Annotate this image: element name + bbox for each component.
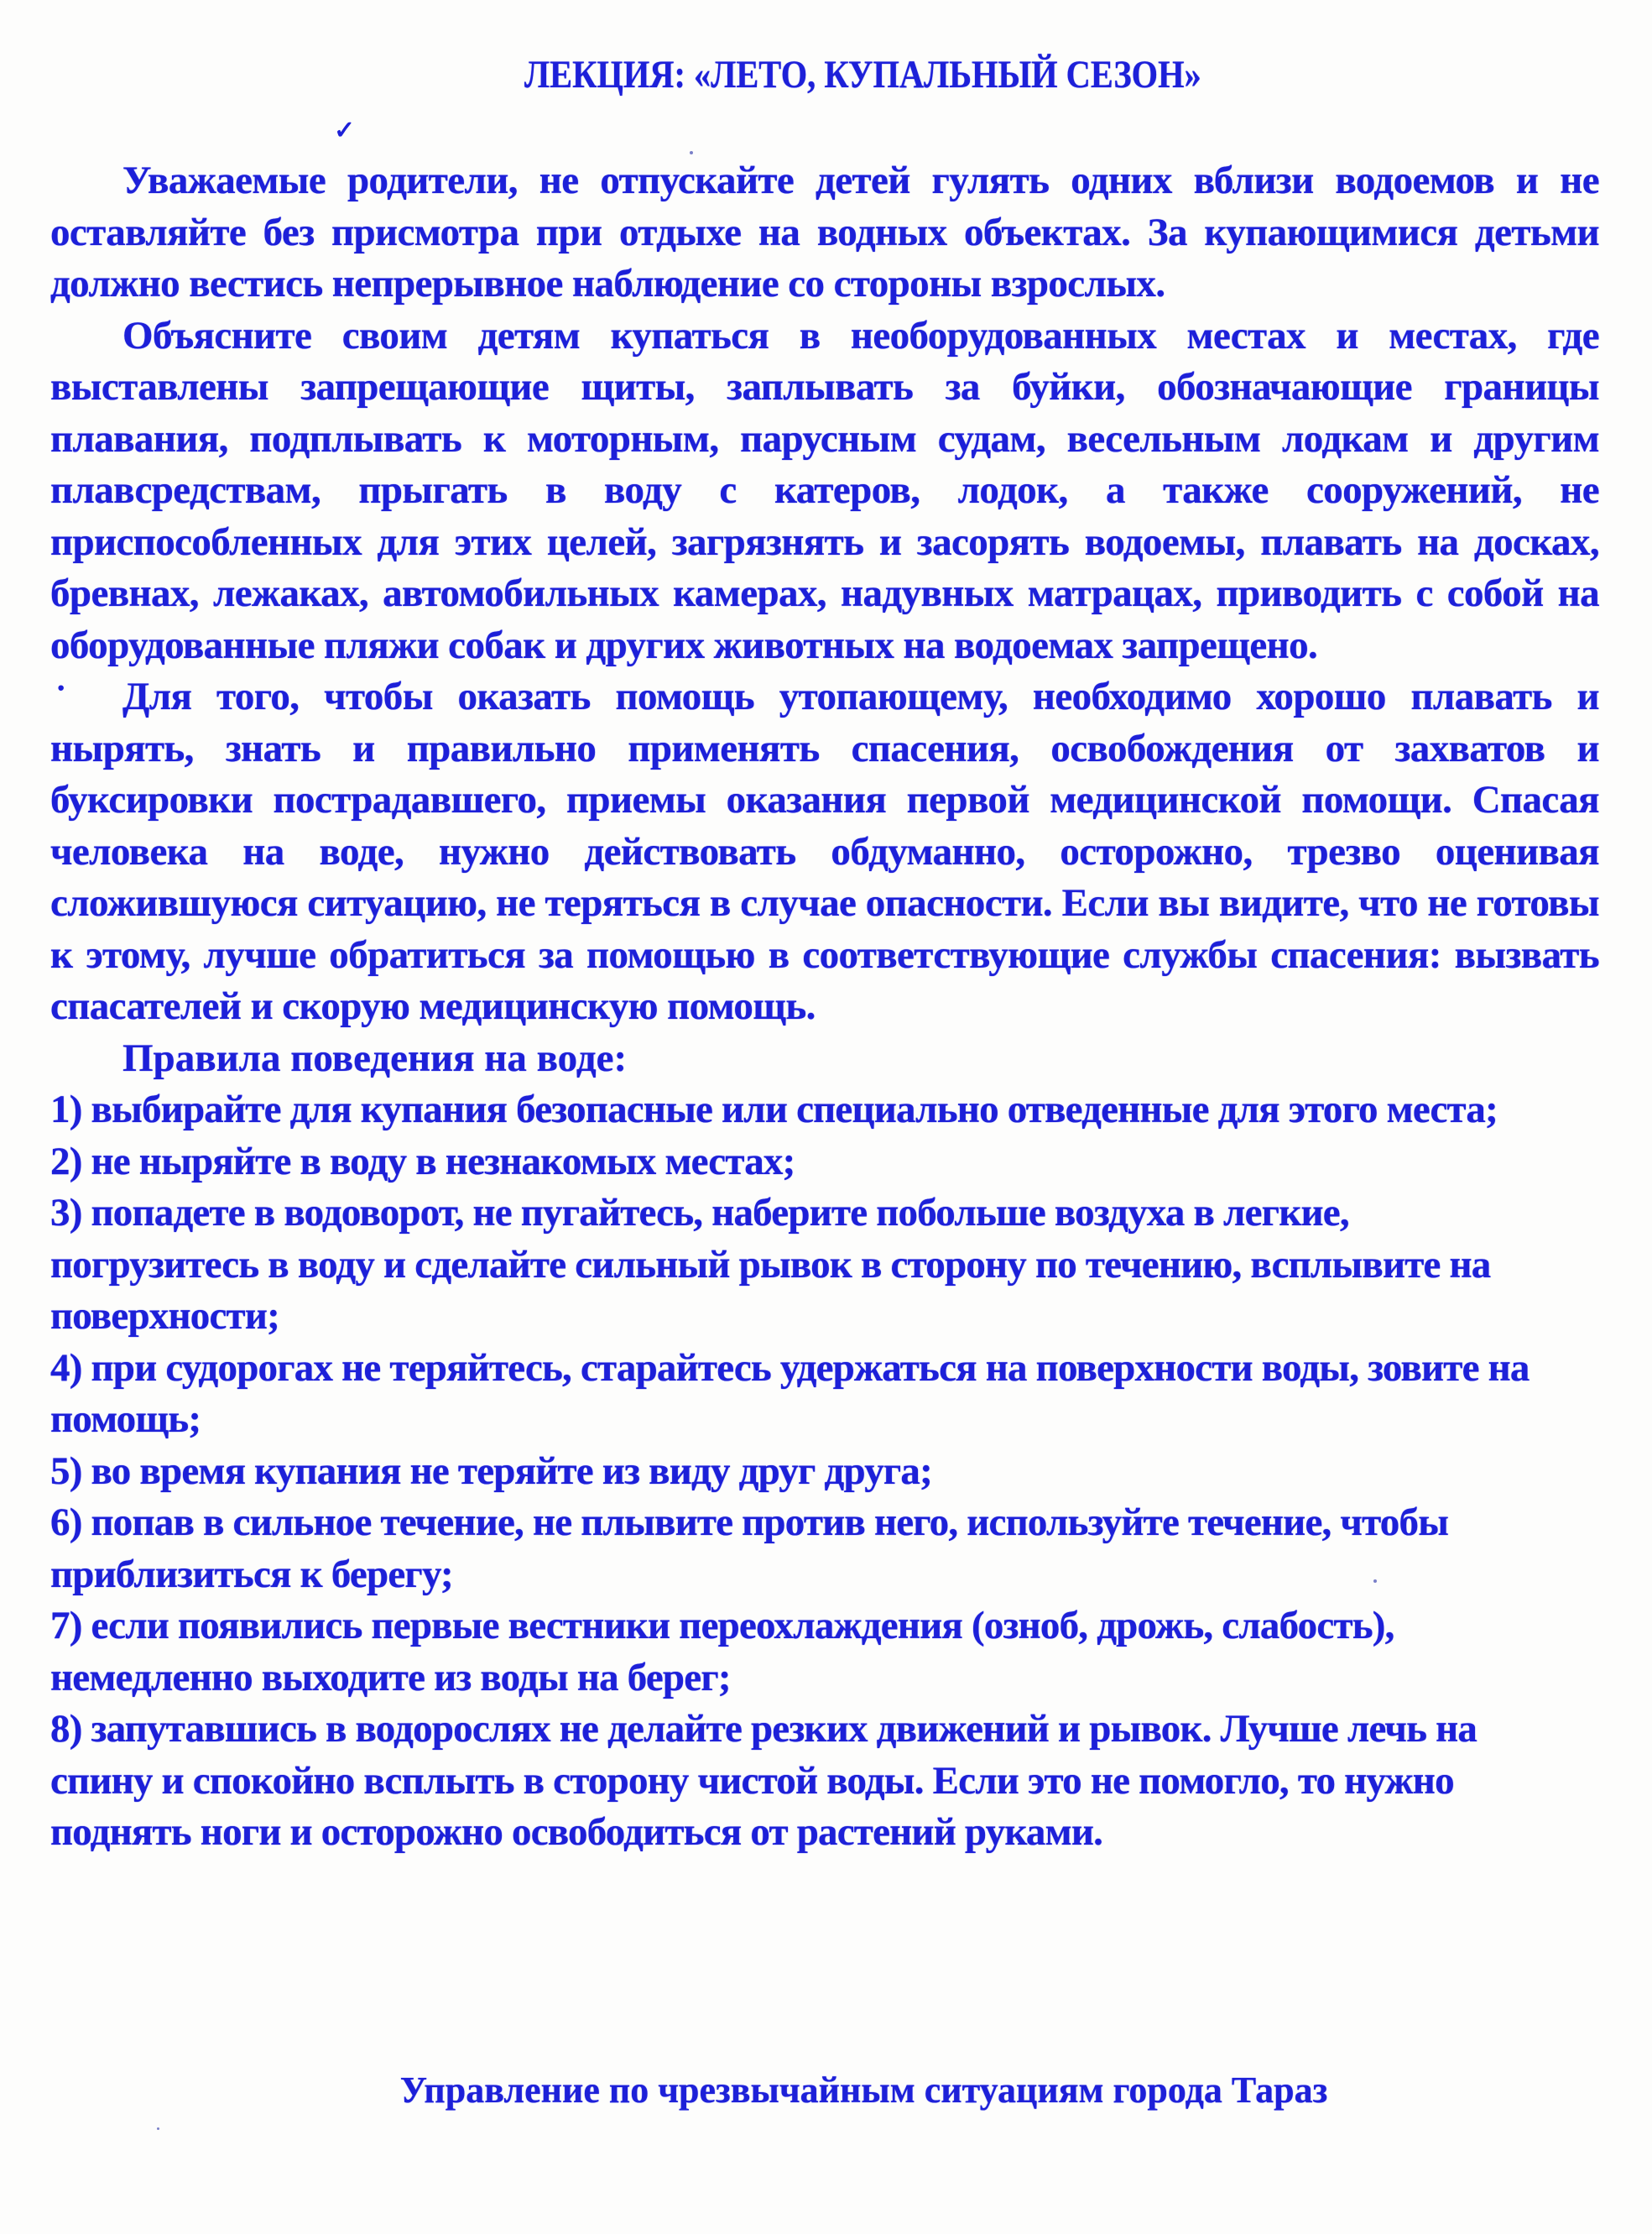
rule-item: 8) запутавшись в водорослях не делайте резких движений и рывок. Лучше лечь на спину и спокойно всплыть в сторону чистой воды. Если это не помогло, то нужно поднять ноги и осторожно освободиться от растений руками. bbox=[50, 1707, 1477, 1854]
rule-item: 5) во время купания не теряйте из виду друг друга; bbox=[50, 1448, 932, 1493]
bullet-mark: · bbox=[55, 669, 67, 707]
document-title: ЛЕКЦИЯ: «ЛЕТО, КУПАЛЬНЫЙ СЕЗОН» bbox=[524, 53, 1201, 97]
paragraph-prohibitions: Объясните своим детям купаться в необорудованных местах и местах, где выставлены запрещающие щиты, заплывать за буйки, обозначающие границы плавания, подплывать к моторным, парусным судам, весельным лодкам и другим плавсредствам, прыгать в воду с катеров, лодок, а также сооружений, не приспособленных для этих целей, загрязнять и засорять водоемы, плавать на досках, бревнах, лежаках, автомобильных камерах, надувных матрацах, приводить с собой на оборудованные пляжи собак и других животных на водоемах запрещено. bbox=[50, 313, 1599, 667]
scan-speck bbox=[157, 2127, 159, 2130]
rule-item: 4) при судорогах не теряйтесь, старайтесь удержаться на поверхности воды, зовите на помощь; bbox=[50, 1345, 1530, 1441]
paragraph-rescue-wrapper bbox=[50, 671, 1599, 1033]
rule-item: 3) попадете в водоворот, не пугайтесь, наберите побольше воздуха в легкие, погрузитесь в воду и сделайте сильный рывок в сторону по течению, всплывите на поверхности; bbox=[50, 1191, 1491, 1338]
checkmark-icon: ✓ bbox=[334, 117, 356, 144]
paragraph-rescue-help: Для того, чтобы оказать помощь утопающему, необходимо хорошо плавать и нырять, знать и правильно применять спасения, освобождения от захватов и буксировки пострадавшего, приемы оказания первой медицинской помощи. Спасая человека на воде, нужно действовать обдуманно, осторожно, трезво оценивая сложившуюся ситуацию, не теряться в случае опасности. Если вы видите, что не готовы к этому, лучше обратиться за помощью в соответствующие службы спасения: вызвать спасателей и скорую медицинскую помощь. bbox=[50, 675, 1599, 1028]
document-footer-signature: Управление по чрезвычайным ситуациям города Тараз bbox=[399, 2070, 1328, 2111]
scan-speck bbox=[1373, 1579, 1377, 1583]
paragraph-parents-warning: Уважаемые родители, не отпускайте детей гулять одних вблизи водоемов и не оставляйте без присмотра при отдыхе на водных объектах. За купающимися детьми должно вестись непрерывное наблюдение со стороны взрослых. bbox=[50, 159, 1599, 305]
document-body bbox=[50, 155, 1599, 1859]
rules-heading: Правила поведения на воде: bbox=[122, 1036, 628, 1080]
rules-list bbox=[50, 1084, 1599, 1859]
scan-speck bbox=[690, 151, 693, 154]
rule-item: 1) выбирайте для купания безопасные или специально отведенные для этого места; bbox=[50, 1088, 1498, 1131]
rule-item: 2) не ныряйте в воду в незнакомых местах; bbox=[50, 1139, 795, 1183]
rule-item: 7) если появились первые вестники переохлаждения (озноб, дрожь, слабость), немедленно выходите из воды на берег; bbox=[50, 1604, 1394, 1699]
rule-item: 6) попав в сильное течение, не плывите против него, используйте течение, чтобы приблизиться к берегу; bbox=[50, 1501, 1449, 1596]
